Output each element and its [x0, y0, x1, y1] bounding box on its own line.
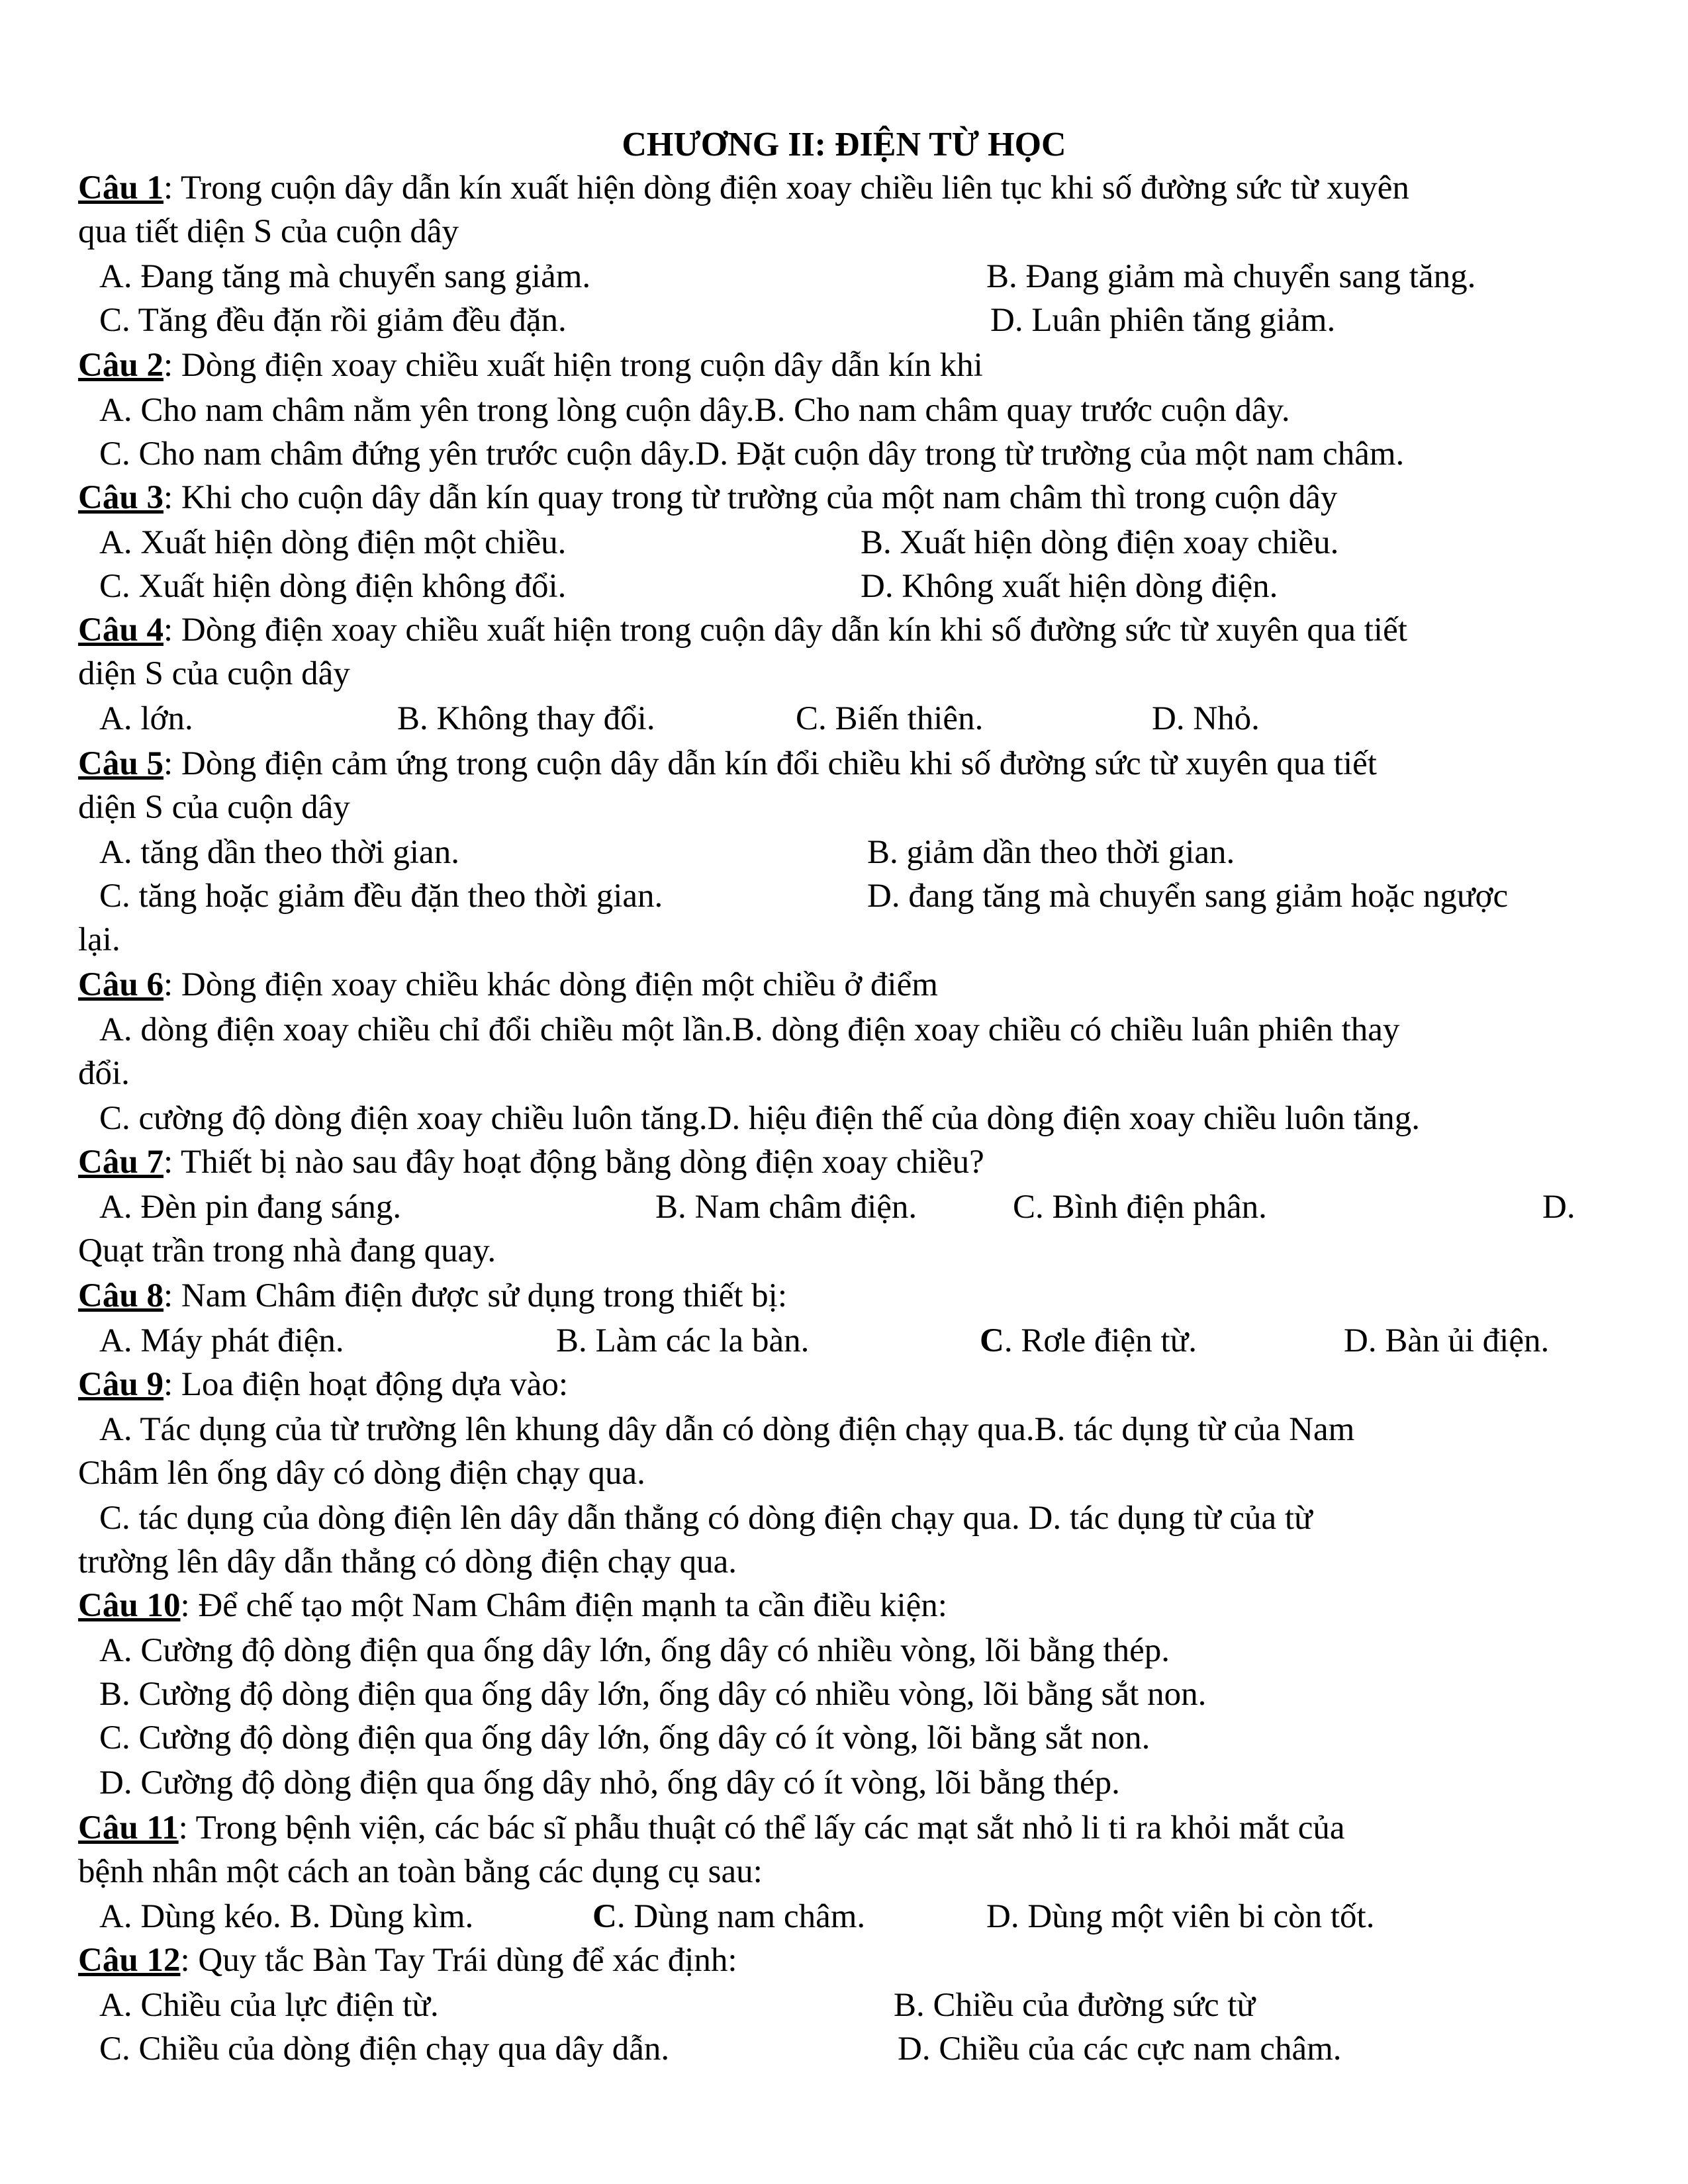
question-1-stem-cont: qua tiết diện S của cuộn dây: [78, 213, 459, 250]
option-c: C. Dùng nam châm.: [592, 1898, 866, 1935]
question-3-stem: Câu 3: Khi cho cuộn dây dẫn kín quay trong từ trường của một nam châm thì trong cuộn dây: [78, 479, 1338, 516]
option-c: C. tăng hoặc giảm đều đặn theo thời gian.: [99, 878, 663, 915]
question-label: Câu 8: [78, 1277, 164, 1314]
option-a: A. lớn.: [99, 700, 193, 737]
question-9-stem: Câu 9: Loa điện hoạt động dựa vào:: [78, 1366, 569, 1403]
question-label: Câu 2: [78, 347, 164, 384]
question-4-stem: Câu 4: Dòng điện xoay chiều xuất hiện trong cuộn dây dẫn kín khi số đường sức từ xuyên qua tiết: [78, 612, 1407, 649]
option-c: C. Rơle điện từ.: [980, 1322, 1197, 1359]
question-9-options-ab: A. Tác dụng của từ trường lên khung dây dẫn có dòng điện chạy qua.B. tác dụng từ của Nam: [99, 1411, 1355, 1448]
option-a: A. Đèn pin đang sáng.: [99, 1189, 402, 1226]
option-b: B. Làm các la bàn.: [556, 1322, 810, 1359]
option-a: A. Chiều của lực điện từ.: [99, 1987, 439, 2024]
question-12-stem: Câu 12: Quy tắc Bàn Tay Trái dùng để xác định:: [78, 1942, 737, 1979]
option-b: B. Đang giảm mà chuyển sang tăng.: [986, 258, 1476, 295]
question-4-stem-cont: diện S của cuộn dây: [78, 655, 350, 692]
question-9-options-cd-cont: trường lên dây dẫn thẳng có dòng điện chạy qua.: [78, 1543, 737, 1580]
option-a: A. tăng dần theo thời gian.: [99, 834, 459, 871]
option-d-cont: Quạt trần trong nhà đang quay.: [78, 1232, 496, 1269]
option-d: D. Nhỏ.: [1152, 700, 1260, 737]
option-a: A. Xuất hiện dòng điện một chiều.: [99, 524, 567, 561]
question-2-options-ab: A. Cho nam châm nằm yên trong lòng cuộn dây.B. Cho nam châm quay trước cuộn dây.: [99, 392, 1290, 429]
question-5-stem-cont: diện S của cuộn dây: [78, 789, 350, 826]
question-6-options-ab-cont: đổi.: [78, 1055, 130, 1092]
question-label: Câu 5: [78, 745, 164, 782]
question-9-options-cd: C. tác dụng của dòng điện lên dây dẫn thẳng có dòng điện chạy qua. D. tác dụng từ của từ: [99, 1500, 1313, 1537]
option-a: A. Cường độ dòng điện qua ống dây lớn, ống dây có nhiều vòng, lõi bằng thép.: [99, 1632, 1170, 1669]
answer-letter: C: [592, 1898, 617, 1935]
question-label: Câu 10: [78, 1587, 181, 1624]
question-1-stem: Câu 1: Trong cuộn dây dẫn kín xuất hiện dòng điện xoay chiều liên tục khi số đường sức từ xuyên: [78, 169, 1409, 206]
option-d: D. Chiều của các cực nam châm.: [898, 2030, 1342, 2068]
question-label: Câu 12: [78, 1942, 181, 1979]
question-6-options-ab: A. dòng điện xoay chiều chỉ đổi chiều một lần.B. dòng điện xoay chiều có chiều luân phiên thay: [99, 1011, 1400, 1048]
question-label: Câu 11: [78, 1809, 179, 1846]
question-11-stem-cont: bệnh nhân một cách an toàn bằng các dụng cụ sau:: [78, 1853, 763, 1890]
option-d: D. Cường độ dòng điện qua ống dây nhỏ, ống dây có ít vòng, lõi bằng thép.: [99, 1764, 1120, 1801]
option-d: D. Dùng một viên bi còn tốt.: [986, 1898, 1375, 1935]
option-d-cont: lại.: [78, 921, 120, 958]
answer-letter: C: [980, 1322, 1004, 1359]
option-a: A. Đang tăng mà chuyển sang giảm.: [99, 258, 591, 295]
option-ab: A. Dùng kéo. B. Dùng kìm.: [99, 1898, 474, 1935]
option-b: B. Nam châm điện.: [655, 1189, 917, 1226]
question-label: Câu 4: [78, 612, 164, 649]
question-7-stem: Câu 7: Thiết bị nào sau đây hoạt động bằng dòng điện xoay chiều?: [78, 1144, 984, 1181]
option-d: D. đang tăng mà chuyển sang giảm hoặc ngược: [867, 878, 1509, 915]
option-c: C. Cường độ dòng điện qua ống dây lớn, ống dây có ít vòng, lõi bằng sắt non.: [99, 1719, 1150, 1756]
option-c: C. Xuất hiện dòng điện không đổi.: [99, 568, 567, 605]
option-b: B. Xuất hiện dòng điện xoay chiều.: [861, 524, 1339, 561]
option-d: D. Không xuất hiện dòng điện.: [861, 568, 1278, 605]
option-b: B. giảm dần theo thời gian.: [867, 834, 1235, 871]
question-label: Câu 1: [78, 169, 164, 206]
question-2-stem: Câu 2: Dòng điện xoay chiều xuất hiện trong cuộn dây dẫn kín khi: [78, 347, 983, 384]
option-d: D. Luân phiên tăng giảm.: [990, 302, 1336, 339]
option-b: B. Không thay đổi.: [397, 700, 655, 737]
option-c: C. Tăng đều đặn rồi giảm đều đặn.: [99, 302, 567, 339]
option-b: B. Cường độ dòng điện qua ống dây lớn, ống dây có nhiều vòng, lõi bằng sắt non.: [99, 1676, 1207, 1713]
question-11-stem: Câu 11: Trong bệnh viện, các bác sĩ phẫu thuật có thể lấy các mạt sắt nhỏ li ti ra khỏi mắt của: [78, 1809, 1345, 1846]
option-b: B. Chiều của đường sức từ: [894, 1987, 1256, 2024]
option-c: C. Bình điện phân.: [1013, 1189, 1267, 1226]
question-9-options-ab-cont: Châm lên ống dây có dòng điện chạy qua.: [78, 1455, 645, 1492]
option-c: C. Biến thiên.: [796, 700, 984, 737]
option-c: C. Chiều của dòng điện chạy qua dây dẫn.: [99, 2030, 670, 2068]
question-8-stem: Câu 8: Nam Châm điện được sử dụng trong thiết bị:: [78, 1277, 788, 1314]
question-6-options-cd: C. cường độ dòng điện xoay chiều luôn tăng.D. hiệu điện thế của dòng điện xoay chiều luôn tăng.: [99, 1100, 1421, 1137]
question-label: Câu 3: [78, 479, 164, 516]
option-a: A. Máy phát điện.: [99, 1322, 344, 1359]
question-6-stem: Câu 6: Dòng điện xoay chiều khác dòng điện một chiều ở điểm: [78, 966, 938, 1003]
question-5-stem: Câu 5: Dòng điện cảm ứng trong cuộn dây dẫn kín đổi chiều khi số đường sức từ xuyên qua tiết: [78, 745, 1377, 782]
option-d: D.: [1542, 1189, 1575, 1226]
question-label: Câu 7: [78, 1144, 164, 1181]
question-10-stem: Câu 10: Để chế tạo một Nam Châm điện mạnh ta cần điều kiện:: [78, 1587, 947, 1624]
question-2-options-cd: C. Cho nam châm đứng yên trước cuộn dây.D. Đặt cuộn dây trong từ trường của một nam châm.: [99, 435, 1405, 473]
question-label: Câu 6: [78, 966, 164, 1003]
chapter-title: CHƯƠNG II: ĐIỆN TỪ HỌC: [622, 126, 1066, 163]
question-label: Câu 9: [78, 1366, 164, 1403]
option-d: D. Bàn ủi điện.: [1344, 1322, 1550, 1359]
